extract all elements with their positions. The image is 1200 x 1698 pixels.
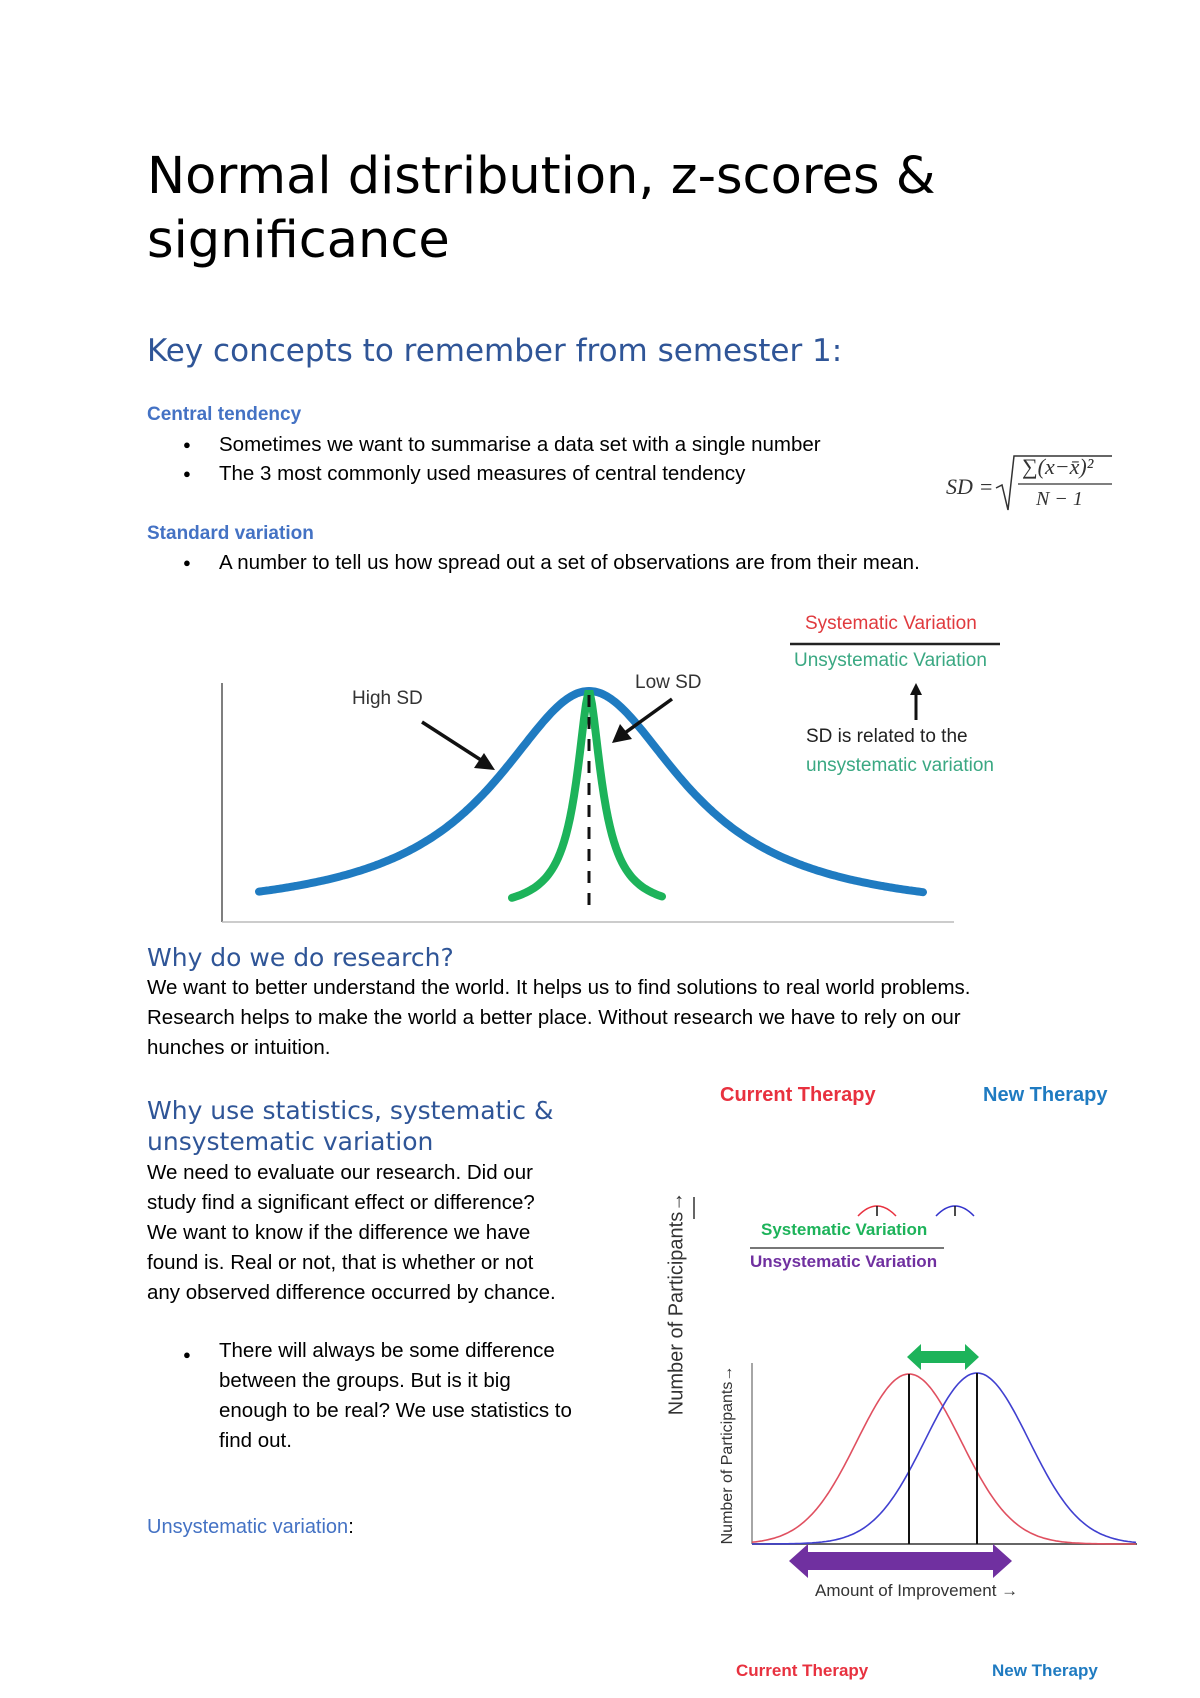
section-heading-key-concepts: Key concepts to remember from semester 1: [147, 333, 843, 369]
unsystematic-variation-label: Unsystematic Variation [750, 1252, 938, 1271]
heading-standard-variation: Standard variation [147, 523, 314, 544]
page-title: Normal distribution, z-scores & significance [147, 147, 936, 270]
paragraph-line: study find a significant effect or difference? [147, 1191, 535, 1214]
high-sd-label: High SD [352, 688, 423, 709]
up-arrow-icon [910, 683, 922, 720]
y-axis-label-small: Number of Participants→ [719, 1365, 736, 1545]
heading-why-research: Why do we do research? [147, 943, 454, 972]
heading-why-statistics-line2: unsystematic variation [147, 1127, 434, 1156]
bullet-line: find out. [219, 1429, 292, 1452]
bullet-item: ● A number to tell us how spread out a set of observations are from their mean. [219, 551, 920, 575]
paragraph-line: hunches or intuition. [147, 1036, 331, 1059]
bullet-line: between the groups. But is it big [219, 1369, 511, 1392]
low-sd-label: Low SD [635, 672, 702, 693]
formula-lhs: SD [946, 474, 973, 499]
current-therapy-curve [752, 1374, 1136, 1544]
colon: : [348, 1516, 354, 1538]
systematic-variation-label: Systematic Variation [805, 613, 977, 634]
high-sd-arrow-icon [422, 722, 495, 770]
bullet-item: ● The 3 most commonly used measures of central tendency [219, 462, 745, 486]
unsystematic-heading-text: Unsystematic variation [147, 1516, 349, 1538]
systematic-double-arrow-icon [907, 1344, 979, 1370]
new-therapy-label-bottom: New Therapy [992, 1661, 1098, 1680]
current-therapy-label-top: Current Therapy [720, 1084, 876, 1106]
paragraph-line: any observed difference occurred by chance. [147, 1281, 556, 1304]
new-therapy-curve [752, 1373, 1136, 1544]
sd-formula: SD = ∑(x−x̄)² N − 1 [946, 452, 1116, 514]
systematic-variation-label: Systematic Variation [761, 1220, 928, 1239]
high-sd-curve [259, 691, 923, 892]
unsystematic-heading [147, 1516, 354, 1539]
formula-denominator: N − 1 [1036, 488, 1083, 510]
paragraph-line: We want to better understand the world. It helps us to find solutions to real world problems. [147, 976, 971, 999]
sd-note-line2: unsystematic variation [806, 755, 994, 776]
current-therapy-label-bottom: Current Therapy [736, 1661, 869, 1680]
formula-numerator: ∑(x−x̄)² [1022, 454, 1094, 479]
mini-red-curve [858, 1206, 896, 1216]
low-sd-curve [512, 694, 662, 898]
heading-central-tendency: Central tendency [147, 404, 302, 425]
heading-why-statistics: Why use statistics, systematic & [147, 1096, 554, 1125]
y-axis-label-large: Number of Participants→ [665, 1191, 688, 1416]
unsystematic-double-arrow-icon [789, 1544, 1012, 1578]
bullet-line: enough to be real? We use statistics to [219, 1399, 572, 1422]
bullet-item: ● Sometimes we want to summarise a data set with a single number [219, 433, 821, 457]
x-axis-label: Amount of Improvement → [815, 1581, 1019, 1600]
bullet-item: ● There will always be some difference [219, 1336, 555, 1366]
low-sd-arrow-icon [612, 699, 672, 743]
paragraph-line: found is. Real or not, that is whether or not [147, 1251, 534, 1274]
new-therapy-label-top: New Therapy [983, 1084, 1108, 1106]
paragraph-line: We want to know if the difference we have [147, 1221, 531, 1244]
sd-note-line1: SD is related to the [806, 726, 968, 747]
paragraph-line: Research helps to make the world a better place. Without research we have to rely on our [147, 1006, 961, 1029]
unsystematic-variation-label: Unsystematic Variation [794, 650, 987, 671]
mini-blue-curve [936, 1206, 974, 1216]
paragraph-line: We need to evaluate our research. Did our [147, 1161, 533, 1184]
